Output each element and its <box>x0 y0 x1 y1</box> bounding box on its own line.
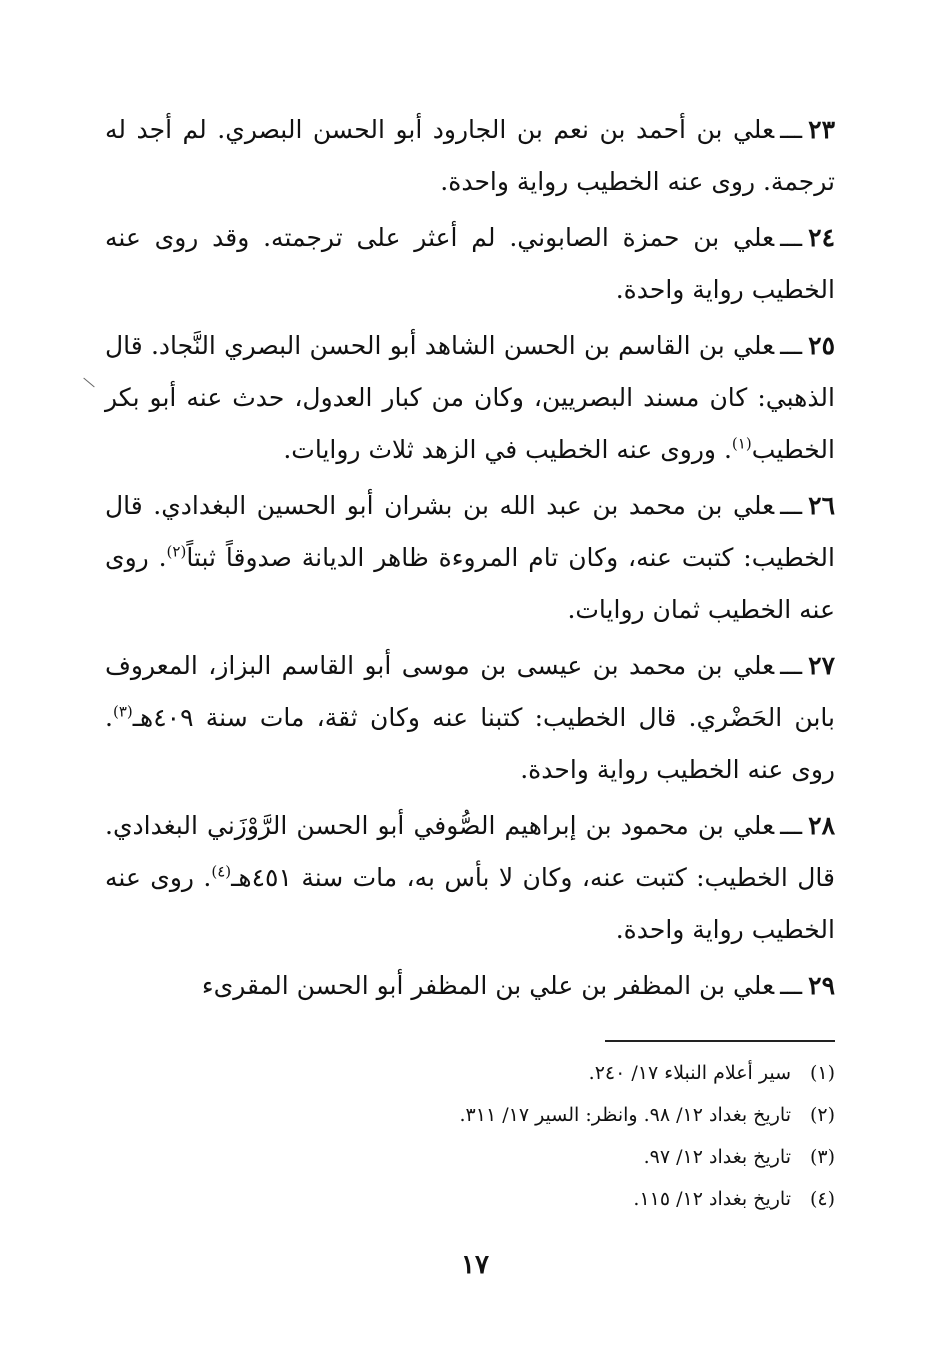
entry-23 <box>105 104 835 208</box>
margin-pen-mark <box>83 378 94 388</box>
entry-number: ٢٧ <box>808 651 835 680</box>
footnote-number: (١) <box>809 1062 835 1084</box>
entry-28 <box>105 800 835 956</box>
footnote-4 <box>105 1178 835 1220</box>
entry-text: علي بن حمزة الصابوني. لم أعثر على ترجمته. وقد روى عنه الخطيب رواية واحدة. <box>105 223 835 304</box>
footnote-2 <box>105 1094 835 1136</box>
footnote-1 <box>105 1052 835 1094</box>
footnote-number: (٤) <box>809 1188 835 1210</box>
entry-text: علي بن محمود بن إبراهيم الصُّوفي أبو الحسن الرَّوْزَني البغدادي. قال الخطيب: كتبت عنه، وكان لا بأس به، مات سنة ٤٥١هـ <box>105 811 835 892</box>
entry-text: علي بن محمد بن عيسى بن موسى أبو القاسم البزاز، المعروف بابن الحَضْري. قال الخطيب: كتبنا عنه وكان ثقة، مات سنة ٤٠٩هـ <box>105 651 835 732</box>
entry-number: ٢٤ <box>808 223 835 252</box>
entry-number: ٢٣ <box>808 115 835 144</box>
entry-number: ٢٨ <box>808 811 835 840</box>
entry-text: علي بن المظفر بن علي بن المظفر أبو الحسن المقرىء <box>201 971 775 1000</box>
footnote-number: (٣) <box>809 1146 835 1168</box>
footnotes <box>105 1052 835 1220</box>
footnote-number: (٢) <box>809 1104 835 1126</box>
footnote-text: سير أعلام النبلاء ١٧/ ٢٤٠. <box>588 1062 791 1084</box>
entry-text: علي بن القاسم بن الحسن الشاهد أبو الحسن البصري النَّجاد. قال الذهبي: كان مسند البصريين، وكان من كبار العدول، حدث عنه أبو بكر الخطيب <box>105 331 835 464</box>
footnote-ref[interactable]: (٢) <box>166 542 187 561</box>
footnote-ref[interactable]: (٣) <box>112 702 133 721</box>
entry-29 <box>105 960 835 1012</box>
entry-27 <box>105 640 835 796</box>
entry-dash: ـــ <box>780 115 803 144</box>
footnote-text: تاريخ بغداد ١٢/ ١١٥. <box>633 1188 791 1210</box>
entry-dash: ـــ <box>780 971 803 1000</box>
entry-text-continued: . وروى عنه الخطيب في الزهد ثلاث روايات. <box>283 435 732 464</box>
entry-dash: ـــ <box>780 811 803 840</box>
footnote-divider <box>605 1040 835 1042</box>
entry-dash: ـــ <box>780 331 803 360</box>
entry-dash: ـــ <box>780 491 803 520</box>
entry-text-continued: . روى عنه الخطيب رواية واحدة. <box>105 703 835 784</box>
entry-25 <box>105 320 835 476</box>
entry-dash: ـــ <box>780 223 803 252</box>
entry-26 <box>105 480 835 636</box>
page-number: ١٧ <box>461 1250 489 1280</box>
footnote-ref[interactable]: (٤) <box>211 862 232 881</box>
entry-number: ٢٦ <box>808 491 835 520</box>
entry-number: ٢٥ <box>808 331 835 360</box>
footnote-ref[interactable]: (١) <box>731 434 752 453</box>
entry-text: علي بن أحمد بن نعم بن الجارود أبو الحسن البصري. لم أجد له ترجمة. روى عنه الخطيب رواية واحدة. <box>105 115 835 196</box>
footnote-text: تاريخ بغداد ١٢/ ٩٧. <box>643 1146 791 1168</box>
entry-text-continued: . روى عنه الخطيب ثمان روايات. <box>105 543 835 624</box>
entry-number: ٢٩ <box>808 971 835 1000</box>
entry-24 <box>105 212 835 316</box>
entry-text: علي بن محمد بن عبد الله بن بشران أبو الحسين البغدادي. قال الخطيب: كتبت عنه، وكان تام المروءة ظاهر الديانة صدوقاً ثبتاً <box>105 491 835 572</box>
entry-dash: ـــ <box>780 651 803 680</box>
entry-text-continued: . روى عنه الخطيب رواية واحدة. <box>105 863 835 944</box>
footnote-text: تاريخ بغداد ١٢/ ٩٨. وانظر: السير ١٧/ ٣١١. <box>459 1104 791 1126</box>
main-text <box>105 104 835 1016</box>
footnote-3 <box>105 1136 835 1178</box>
